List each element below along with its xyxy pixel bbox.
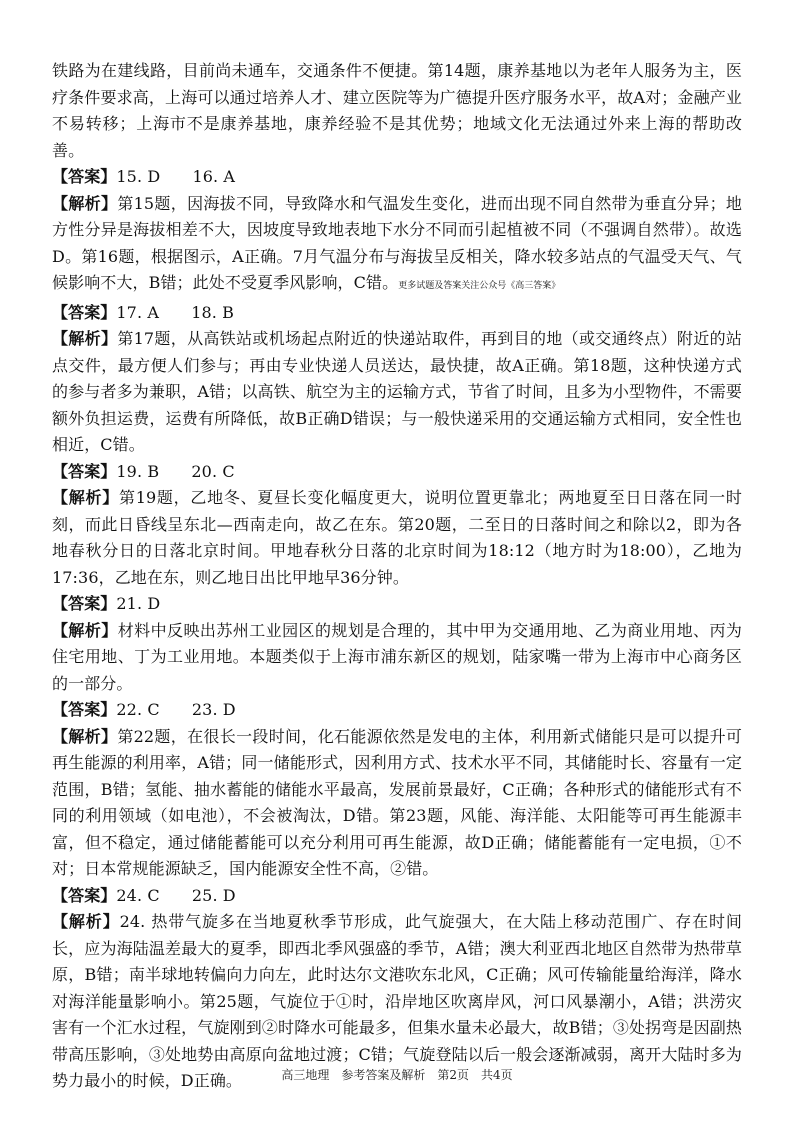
explanation-17-18: 【解析】第17题，从高铁站或机场起点附近的快递站取件，再到目的地（或交通终点）附近的站点交件，最方便人们参与；再由专业快递人员送达，最快捷，故A正确。第18题，这种快递方式的参与者多为兼职，A错；以高铁、航空为主的运输方式，节省了时间，且多为小型物件，不需要额外负担运费，运费有所降低，故B正确D错误；与一般快递采用的交通运输方式相同，安全性也相近，C错。 [52, 329, 742, 454]
intro-paragraph: 铁路为在建线路，目前尚未通车，交通条件不便捷。第14题，康养基地以为老年人服务为主，医疗条件要求高，上海可以通过培养人才、建立医院等为广德提升医疗服务水平，故A对；金融产业不易转移；上海市不是康养基地，康养经验不是其优势；地域文化无法通过外来上海的帮助改善。 [52, 61, 742, 160]
page-footer: 高三地理 参考答案及解析 第2页 共4页 [281, 1068, 513, 1082]
explanation-19-20: 【解析】第19题，乙地冬、夏昼长变化幅度更大，说明位置更靠北；两地夏至日日落在同一时刻，而此日昏线呈东北—西南走向，故乙在东。第20题，二至日的日落时间之和除以2，即为各地春秋分日的日落北京时间。甲地春秋分日落的北京时间为18:12（地方时为18:00），乙地为17:36，乙地在东，则乙地日出比甲地早36分钟。 [52, 488, 742, 587]
explanation-22-23: 【解析】第22题，在很长一段时间，化石能源依然是发电的主体，利用新式储能只是可以提升可再生能源的利用率，A错；同一储能形式，因利用方式、技术水平不同，其储能时长、容量有一定范围，B错；氢能、抽水蓄能的储能水平最高，发展前景最好，C正确；各种形式的储能形式有不同的利用领域（如电池），不会被淘汰，D错。第23题，风能、海洋能、太阳能等可再生能源丰富，但不稳定，通过储能蓄能可以充分利用可再生能源，故D正确；储能蓄能有一定电损，①不对；日本常规能源缺乏，国内能源安全性不高，②错。 [52, 726, 742, 878]
answer-line-22-23: 【答案】22. C 23. D [52, 700, 236, 719]
answer-line-21: 【答案】21. D [52, 594, 161, 613]
explanation-24-25: 【解析】24. 热带气旋多在当地夏秋季节形成，此气旋强大，在大陆上移动范围广、存在时间长，应为海陆温差最大的夏季，即西北季风强盛的季节，A错；澳大利亚西北地区自然带为热带草原，B错；南半球地转偏向力向左，此时达尔文港吹东北风，C正确；风可传输能量给海洋，降水对海洋能量影响小。第25题，气旋位于①时，沿岸地区吹离岸风，河口风暴潮小，A错；洪涝灾害有一个汇水过程，气旋刚到②时降水可能最多，但集水量未必最大，故B错；③处拐弯是因副热带高压影响，③处地势由高原向盆地过渡；C错；气旋登陆以后一般会逐渐减弱，离开大陆时多为势力最小的时候，D正确。 [52, 912, 743, 1090]
answer-sheet-page [52, 58, 742, 1095]
explanation-15-16: 【解析】第15题，因海拔不同，导致降水和气温发生变化，进而出现不同自然带为垂直分异；地方性分异是海拔相差不大，因坡度导致地表地下水分不同而引起植被不同（不强调自然带）。故选D。第16题，根据图示，A正确。7月气温分布与海拔呈反相关，降水较多站点的气温受天气、气候影响不大，B错；此处不受夏季风影响，C错。更多试题及答案关注公众号《高三答案》 [52, 193, 742, 292]
answer-line-17-18: 【答案】17. A 18. B [52, 302, 234, 322]
answer-line-15-16: 【答案】15. D 16. A [52, 167, 236, 186]
answer-line-19-20: 【答案】19. B 20. C [52, 461, 235, 481]
answer-line-24-25: 【答案】24. C 25. D [52, 885, 236, 905]
wechat-note: 更多试题及答案关注公众号《高三答案》 [398, 281, 561, 291]
explanation-21: 【解析】材料中反映出苏州工业园区的规划是合理的，其中甲为交通用地、乙为商业用地、丙为住宅用地、丁为工业用地。本题类似于上海市浦东新区的规划，陆家嘴一带为上海市中心商务区的一部分。 [52, 620, 742, 693]
